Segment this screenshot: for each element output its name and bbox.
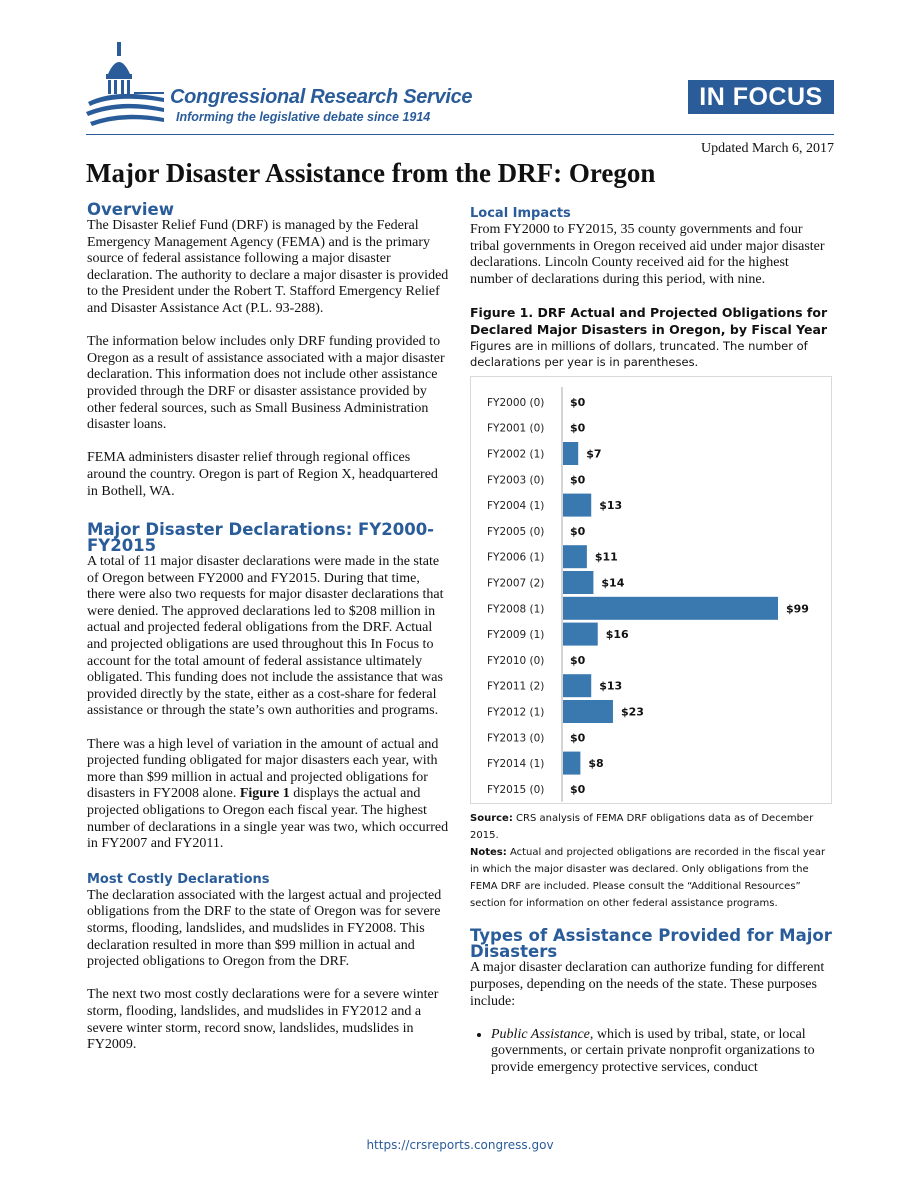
notes-text: Actual and projected obligations are recorded in the fiscal year in which the major disaster was declared. Only obligations from the FEMA DRF are included. Please consult the “Additional Resources” section for information on other federal assistance programs. bbox=[470, 847, 826, 910]
category-label: FY2012 (1) bbox=[487, 706, 545, 719]
bar-value-label: $0 bbox=[570, 473, 586, 487]
chart-bar bbox=[563, 597, 778, 620]
declarations-text-b: displays the actual and projected obligations to Oregon each fiscal year. The highest number of declarations in a single year was two, which occurred in FY2007 and FY2011. bbox=[87, 786, 449, 852]
category-label: FY2009 (1) bbox=[487, 629, 545, 642]
bar-value-label: $0 bbox=[570, 525, 586, 539]
category-label: FY2005 (0) bbox=[487, 526, 545, 539]
public-assistance-text: , which is used by tribal, state, or local governments, or certain private nonprofit organizations to provide emergency protective services, conduct bbox=[491, 1026, 815, 1075]
category-label: FY2003 (0) bbox=[487, 474, 545, 487]
chart-bar bbox=[563, 571, 593, 594]
bar-value-label: $0 bbox=[570, 396, 586, 410]
category-label: FY2002 (1) bbox=[487, 448, 545, 461]
chart-bar bbox=[563, 752, 580, 775]
notes-label: Notes: bbox=[470, 847, 507, 859]
chart-bar bbox=[563, 494, 591, 517]
bar-value-label: $23 bbox=[620, 705, 644, 719]
updated-date: Updated March 6, 2017 bbox=[701, 141, 834, 156]
page-title: Major Disaster Assistance from the DRF: Oregon bbox=[86, 158, 656, 188]
costly-paragraph-2: The next two most costly declarations were for a severe winter storm, flooding, landslides, and mudslides in FY2012 and a severe winter storm, record snow, landslides, mudslides in FY2009. bbox=[87, 987, 439, 1053]
figure-source bbox=[470, 810, 834, 844]
figure-notes bbox=[470, 844, 834, 912]
bar-value-label: $99 bbox=[786, 602, 809, 616]
bar-value-label: $13 bbox=[599, 680, 623, 694]
bar-value-label: $0 bbox=[570, 422, 586, 436]
list-item bbox=[491, 1027, 834, 1077]
bar-value-label: $16 bbox=[605, 628, 629, 642]
chart-container bbox=[470, 376, 832, 804]
bar-value-label: $8 bbox=[588, 757, 604, 771]
bar-value-label: $0 bbox=[570, 783, 586, 797]
header-rule bbox=[86, 134, 834, 135]
category-label: FY2013 (0) bbox=[487, 732, 545, 745]
declarations-heading: Major Disaster Declarations: FY2000-FY2015 bbox=[87, 520, 435, 556]
left-column bbox=[87, 202, 451, 1054]
category-label: FY2001 (0) bbox=[487, 423, 545, 436]
costly-heading: Most Costly Declarations bbox=[87, 871, 270, 887]
figure-title: Figure 1. DRF Actual and Projected Obligations for Declared Major Disasters in Oregon, by Fiscal Year bbox=[470, 305, 828, 338]
org-name: Congressional Research Service bbox=[170, 86, 473, 108]
org-tagline: Informing the legislative debate since 1914 bbox=[176, 110, 431, 124]
category-label: FY2000 (0) bbox=[487, 397, 545, 410]
source-label: Source: bbox=[470, 813, 513, 825]
category-label: FY2010 (0) bbox=[487, 655, 545, 668]
source-text: CRS analysis of FEMA DRF obligations data as of December 2015. bbox=[470, 813, 814, 842]
overview-paragraph-2: The information below includes only DRF funding provided to Oregon as a result of assistance associated with a major disaster declaration. This information does not include other assistance provided through the DRF or disaster assistance provided by other federal sources, such as Small Business Administration disaster loans. bbox=[87, 334, 445, 433]
category-label: FY2006 (1) bbox=[487, 552, 545, 565]
category-label: FY2007 (2) bbox=[487, 577, 545, 590]
in-focus-badge: IN FOCUS bbox=[688, 80, 834, 114]
category-label: FY2011 (2) bbox=[487, 681, 545, 694]
local-impacts-heading: Local Impacts bbox=[470, 206, 571, 221]
obligations-bar-chart bbox=[471, 377, 831, 803]
bar-value-label: $7 bbox=[586, 447, 602, 461]
bar-value-label: $0 bbox=[570, 654, 586, 668]
chart-bar bbox=[563, 623, 598, 646]
overview-paragraph-1: The Disaster Relief Fund (DRF) is managed by the Federal Emergency Management Agency (FEMA) and is the primary source of federal assistance following a major disaster declaration. The authority to declare a major disaster is provided to the President under the Robert T. Stafford Emergency Relief and Disaster Assistance Act (P.L. 93-288). bbox=[87, 218, 449, 316]
category-label: FY2004 (1) bbox=[487, 500, 545, 513]
bar-value-label: $11 bbox=[594, 551, 618, 565]
category-label: FY2015 (0) bbox=[487, 784, 545, 797]
chart-bar bbox=[563, 700, 613, 723]
bar-value-label: $0 bbox=[570, 731, 586, 745]
right-column bbox=[470, 206, 834, 1077]
footer-url: https://crsreports.congress.gov bbox=[366, 1138, 554, 1152]
overview-paragraph-3: FEMA administers disaster relief through regional offices around the country. Oregon is part of Region X, headquartered in Bothell, WA. bbox=[87, 450, 438, 499]
category-label: FY2008 (1) bbox=[487, 603, 545, 616]
chart-bar bbox=[563, 675, 591, 698]
assistance-list bbox=[470, 1027, 834, 1077]
bar-value-label: $14 bbox=[601, 576, 625, 590]
chart-bar bbox=[563, 442, 578, 465]
figure-1-reference: Figure 1 bbox=[239, 786, 290, 802]
types-heading: Types of Assistance Provided for Major Disasters bbox=[470, 926, 832, 962]
chart-bar bbox=[563, 546, 587, 569]
bar-value-label: $13 bbox=[599, 499, 623, 513]
category-label: FY2014 (1) bbox=[487, 758, 545, 771]
local-impacts-paragraph: From FY2000 to FY2015, 35 county governments and four tribal governments in Oregon received aid under major disaster declarations. Lincoln County received aid for the highest number of declarations during this period, with nine. bbox=[470, 222, 825, 287]
declarations-paragraph-1: A total of 11 major disaster declarations were made in the state of Oregon between FY2000 and FY2015. During that time, there were also two requests for major disaster declarations that were denied. The approved declarations led to $208 million in actual and projected federal obligations from the DRF. Actual and projected obligations are used throughout this In Focus to account for the total amount of federal assistance ultimately obligated. This funding does not include the assistance that was provided directly by the state, either as a cost-share for federal assistance or through the state’s own authorities and programs. bbox=[87, 554, 444, 719]
declarations-paragraph-2 bbox=[87, 737, 451, 853]
costly-paragraph-1: The declaration associated with the largest actual and projected obligations from the DRF to the state of Oregon was for severe storms, flooding, landslides, and mudslides in FY2008. This declaration resulted in more than $99 million in actual and projected obligations to Oregon from the DRF. bbox=[87, 887, 442, 970]
figure-subtitle: Figures are in millions of dollars, truncated. The number of declarations per year is in parentheses. bbox=[470, 339, 808, 370]
declarations-text-a: There was a high level of variation in the amount of actual and projected funding obligated for major disasters each year, with more than $99 million in actual and projected obligations for disasters in FY2008 alone. bbox=[87, 736, 439, 802]
public-assistance-term: Public Assistance bbox=[491, 1026, 590, 1042]
overview-heading: Overview bbox=[87, 200, 174, 219]
types-paragraph: A major disaster declaration can authorize funding for different purposes, depending on the needs of the state. These purposes include: bbox=[470, 960, 825, 1009]
